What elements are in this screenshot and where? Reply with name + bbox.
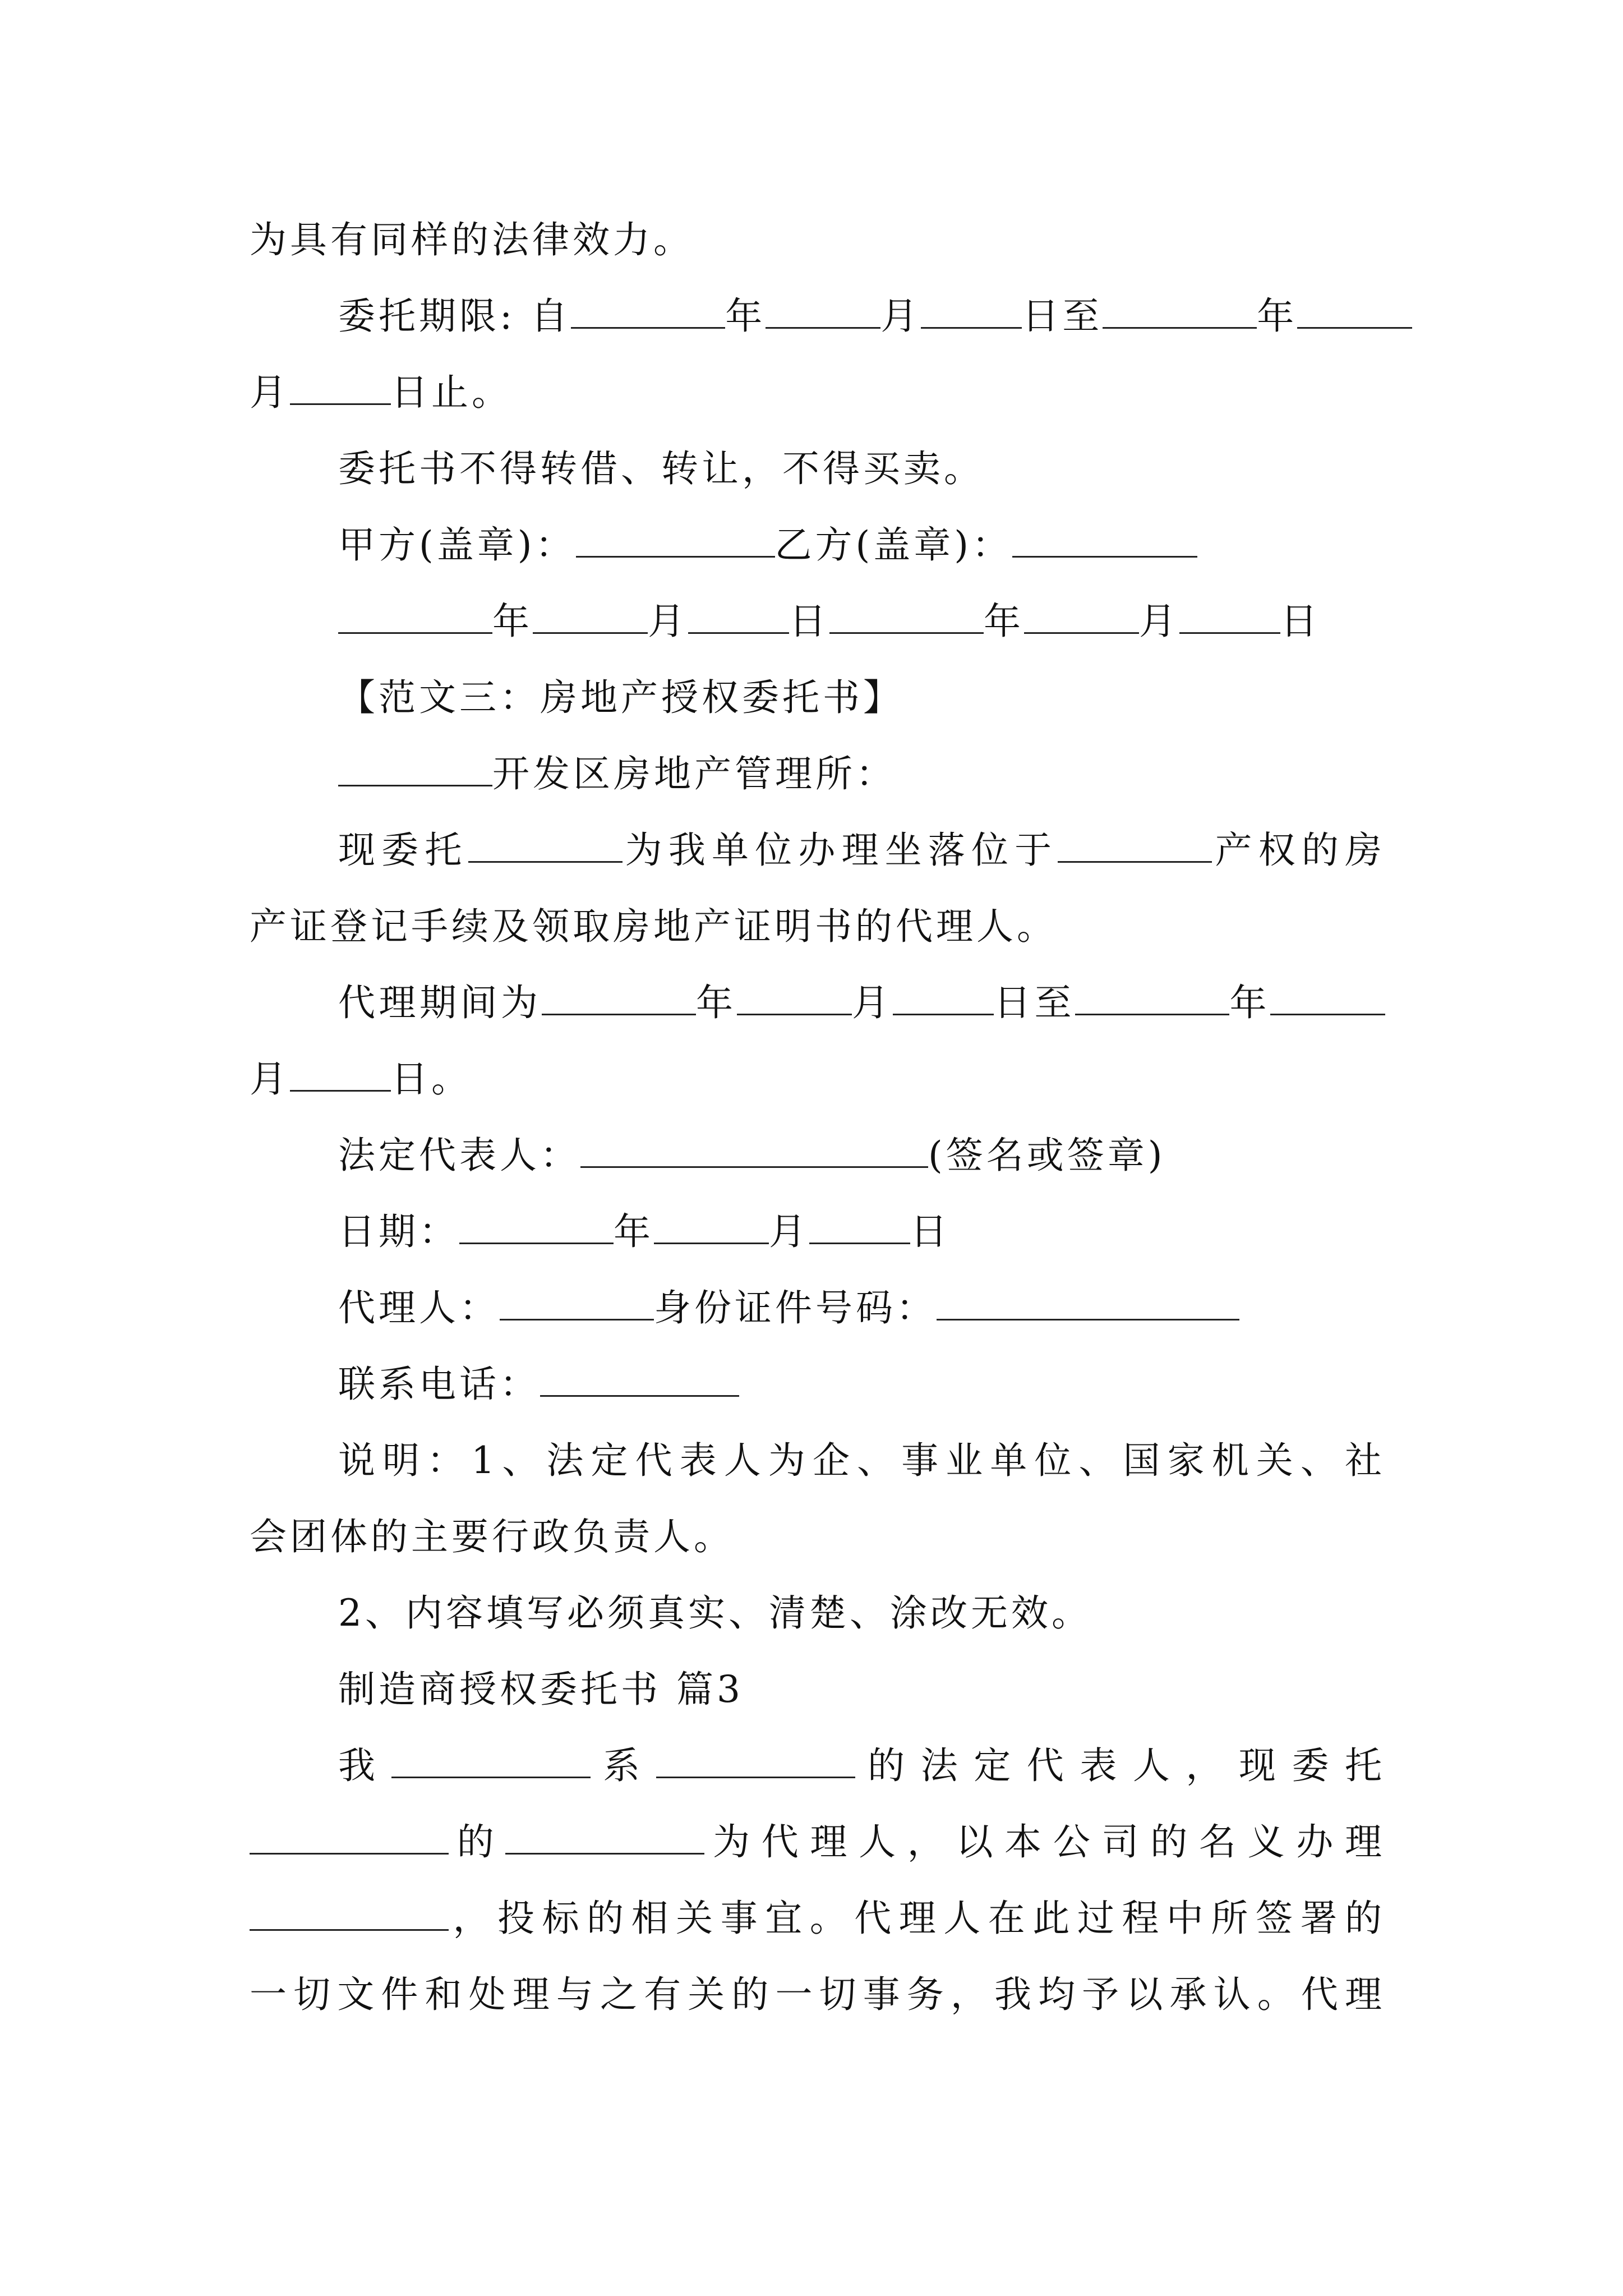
blank-field [500,1275,654,1320]
text-line: 一切文件和处理与之有关的一切事务，我均予以承认。代理 [250,1973,1385,2016]
blank-field [459,1199,614,1244]
blank-field [338,588,492,634]
section-heading: 制造商授权委托书 篇3 [338,1668,744,1711]
blank-field [809,1199,910,1244]
text-line: 代理期间为 年 月 日至 年 [250,965,1385,1041]
blank-field [576,512,775,558]
blank-field [540,1351,739,1397]
text-line: 日期： 年 月 日 [250,1194,1385,1270]
text-line: 委托书不得转借、转让，不得买卖。 [338,447,984,490]
text-line: 代理人： 身份证件号码： [250,1270,1385,1346]
blank-field [737,970,852,1015]
blank-field [571,283,725,329]
document-body [250,202,1385,2033]
blank-field [1024,588,1139,634]
blank-field [1012,512,1197,558]
text-line: 我 系 的法定代表人，现委托 [250,1728,1385,1804]
blank-field [542,970,696,1015]
blank-field [1270,970,1385,1015]
text-line: 法定代表人： (签名或签章) [250,1117,1385,1194]
blank-field [1297,283,1412,329]
blank-field [290,1046,391,1092]
blank-field [1179,588,1280,634]
text-line: ，投标的相关事宜。代理人在此过程中所签署的 [250,1880,1385,1957]
text-line: 为具有同样的法律效力。 [250,218,694,261]
blank-field [338,741,492,786]
text-line: 甲方(盖章)： 乙方(盖章)： [250,507,1385,583]
blank-field [250,1809,449,1855]
text-line: 会团体的主要行政负责人。 [250,1515,734,1558]
blank-field [921,283,1022,329]
text-line: 月 日。 [250,1041,1385,1117]
text-line: 的 为代理人，以本公司的名义办理 [250,1804,1385,1880]
blank-field [391,1733,591,1778]
text-line: 2、内容填写必须真实、清楚、涂改无效。 [338,1591,1092,1635]
blank-field [654,1199,769,1244]
blank-field [505,1809,704,1855]
blank-field [1075,970,1229,1015]
blank-field [656,1733,855,1778]
blank-field [829,588,984,634]
text-line: 联系电话： [250,1346,1385,1423]
text-line: 现委托 为我单位办理坐落位于 产权的房 [250,812,1385,889]
blank-field [250,1885,449,1931]
text-line: 说明：1、法定代表人为企、事业单位、国家机关、社 [338,1439,1385,1482]
blank-field [468,817,623,863]
text-line: 年 月 日 年 月 日 [250,583,1385,660]
blank-field [893,970,994,1015]
blank-field [937,1275,1239,1320]
blank-field [1103,283,1257,329]
blank-field [766,283,880,329]
blank-field [290,360,391,405]
text-line: 月 日止。 [250,355,1385,431]
section-heading: 【范文三：房地产授权委托书】 [338,676,903,719]
text-line: 产证登记手续及领取房地产证明书的代理人。 [250,905,1057,948]
text-line: 委托期限: 自 年 月 日至 年 [250,278,1385,355]
blank-field [688,588,789,634]
blank-field [580,1122,928,1168]
blank-field [1058,817,1212,863]
blank-field [533,588,648,634]
text-line: 开发区房地产管理所： [250,736,1385,812]
